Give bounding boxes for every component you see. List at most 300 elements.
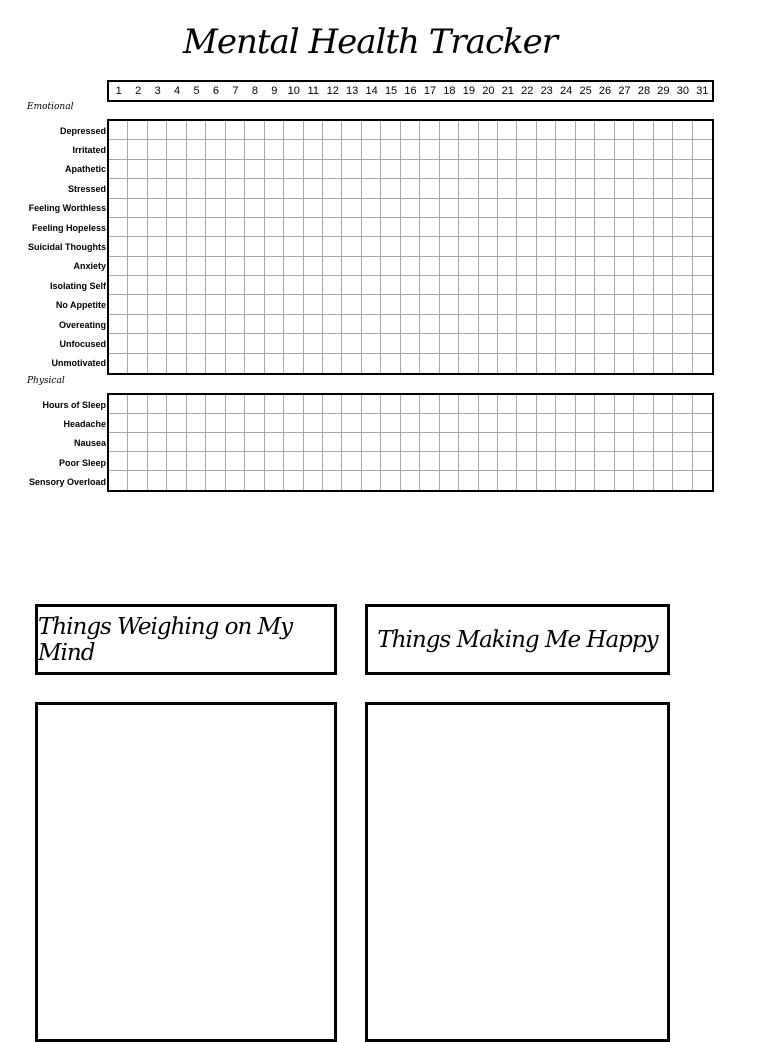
emotional-cell[interactable] — [498, 160, 517, 179]
emotional-cell[interactable] — [634, 199, 653, 218]
emotional-cell[interactable] — [187, 199, 206, 218]
emotional-cell[interactable] — [654, 218, 673, 237]
emotional-cell[interactable] — [128, 315, 147, 334]
emotional-cell[interactable] — [304, 257, 323, 276]
emotional-cell[interactable] — [381, 179, 400, 198]
emotional-cell[interactable] — [109, 315, 128, 334]
emotional-cell[interactable] — [148, 315, 167, 334]
physical-cell[interactable] — [537, 433, 556, 452]
emotional-cell[interactable] — [323, 334, 342, 353]
physical-cell[interactable] — [459, 471, 478, 490]
emotional-cell[interactable] — [128, 160, 147, 179]
physical-cell[interactable] — [479, 433, 498, 452]
physical-cell[interactable] — [595, 452, 614, 471]
emotional-cell[interactable] — [440, 199, 459, 218]
emotional-cell[interactable] — [284, 315, 303, 334]
physical-cell[interactable] — [420, 395, 439, 414]
physical-cell[interactable] — [440, 433, 459, 452]
physical-cell[interactable] — [654, 433, 673, 452]
emotional-cell[interactable] — [381, 140, 400, 159]
emotional-cell[interactable] — [206, 140, 225, 159]
emotional-cell[interactable] — [381, 160, 400, 179]
physical-cell[interactable] — [401, 395, 420, 414]
physical-cell[interactable] — [148, 452, 167, 471]
emotional-cell[interactable] — [673, 257, 692, 276]
emotional-cell[interactable] — [673, 295, 692, 314]
emotional-cell[interactable] — [265, 237, 284, 256]
emotional-cell[interactable] — [265, 276, 284, 295]
emotional-cell[interactable] — [693, 199, 712, 218]
emotional-cell[interactable] — [479, 121, 498, 140]
physical-cell[interactable] — [148, 414, 167, 433]
physical-cell[interactable] — [323, 471, 342, 490]
physical-cell[interactable] — [498, 414, 517, 433]
emotional-cell[interactable] — [498, 315, 517, 334]
emotional-cell[interactable] — [615, 199, 634, 218]
emotional-cell[interactable] — [362, 160, 381, 179]
emotional-cell[interactable] — [576, 354, 595, 373]
emotional-cell[interactable] — [654, 179, 673, 198]
physical-cell[interactable] — [420, 471, 439, 490]
physical-cell[interactable] — [576, 433, 595, 452]
emotional-cell[interactable] — [304, 218, 323, 237]
physical-cell[interactable] — [148, 395, 167, 414]
emotional-cell[interactable] — [673, 218, 692, 237]
emotional-cell[interactable] — [440, 160, 459, 179]
emotional-cell[interactable] — [342, 160, 361, 179]
physical-cell[interactable] — [226, 414, 245, 433]
emotional-cell[interactable] — [323, 140, 342, 159]
emotional-cell[interactable] — [187, 354, 206, 373]
emotional-cell[interactable] — [420, 121, 439, 140]
emotional-cell[interactable] — [148, 354, 167, 373]
emotional-cell[interactable] — [323, 199, 342, 218]
emotional-cell[interactable] — [420, 354, 439, 373]
emotional-cell[interactable] — [128, 121, 147, 140]
emotional-cell[interactable] — [556, 237, 575, 256]
emotional-cell[interactable] — [595, 140, 614, 159]
emotional-cell[interactable] — [420, 257, 439, 276]
emotional-cell[interactable] — [634, 160, 653, 179]
emotional-cell[interactable] — [304, 315, 323, 334]
emotional-cell[interactable] — [245, 140, 264, 159]
physical-cell[interactable] — [634, 395, 653, 414]
physical-cell[interactable] — [556, 471, 575, 490]
emotional-cell[interactable] — [517, 179, 536, 198]
emotional-cell[interactable] — [440, 218, 459, 237]
emotional-cell[interactable] — [556, 354, 575, 373]
emotional-cell[interactable] — [323, 295, 342, 314]
emotional-cell[interactable] — [556, 334, 575, 353]
emotional-cell[interactable] — [226, 315, 245, 334]
emotional-cell[interactable] — [381, 315, 400, 334]
physical-cell[interactable] — [498, 471, 517, 490]
emotional-cell[interactable] — [576, 121, 595, 140]
physical-cell[interactable] — [284, 395, 303, 414]
emotional-cell[interactable] — [615, 160, 634, 179]
physical-cell[interactable] — [401, 414, 420, 433]
emotional-cell[interactable] — [556, 218, 575, 237]
emotional-cell[interactable] — [148, 179, 167, 198]
emotional-cell[interactable] — [304, 295, 323, 314]
emotional-cell[interactable] — [615, 354, 634, 373]
emotional-cell[interactable] — [362, 179, 381, 198]
physical-cell[interactable] — [167, 433, 186, 452]
emotional-cell[interactable] — [206, 257, 225, 276]
emotional-cell[interactable] — [284, 199, 303, 218]
physical-cell[interactable] — [245, 452, 264, 471]
emotional-cell[interactable] — [595, 257, 614, 276]
emotional-cell[interactable] — [693, 121, 712, 140]
emotional-cell[interactable] — [537, 199, 556, 218]
physical-cell[interactable] — [556, 414, 575, 433]
emotional-cell[interactable] — [693, 257, 712, 276]
emotional-cell[interactable] — [128, 334, 147, 353]
emotional-cell[interactable] — [284, 179, 303, 198]
emotional-cell[interactable] — [693, 160, 712, 179]
emotional-cell[interactable] — [634, 354, 653, 373]
physical-cell[interactable] — [537, 414, 556, 433]
physical-cell[interactable] — [362, 471, 381, 490]
physical-cell[interactable] — [304, 452, 323, 471]
emotional-cell[interactable] — [615, 140, 634, 159]
physical-cell[interactable] — [304, 471, 323, 490]
emotional-cell[interactable] — [673, 199, 692, 218]
emotional-cell[interactable] — [226, 276, 245, 295]
emotional-cell[interactable] — [265, 295, 284, 314]
emotional-cell[interactable] — [342, 276, 361, 295]
emotional-cell[interactable] — [304, 179, 323, 198]
emotional-cell[interactable] — [109, 295, 128, 314]
physical-cell[interactable] — [206, 395, 225, 414]
physical-cell[interactable] — [615, 452, 634, 471]
emotional-cell[interactable] — [128, 179, 147, 198]
physical-cell[interactable] — [148, 471, 167, 490]
emotional-cell[interactable] — [576, 334, 595, 353]
emotional-cell[interactable] — [654, 237, 673, 256]
physical-cell[interactable] — [187, 414, 206, 433]
emotional-cell[interactable] — [342, 140, 361, 159]
emotional-cell[interactable] — [284, 218, 303, 237]
physical-cell[interactable] — [479, 471, 498, 490]
emotional-cell[interactable] — [206, 276, 225, 295]
emotional-cell[interactable] — [595, 315, 614, 334]
emotional-cell[interactable] — [109, 121, 128, 140]
physical-cell[interactable] — [615, 433, 634, 452]
physical-cell[interactable] — [517, 433, 536, 452]
emotional-cell[interactable] — [537, 160, 556, 179]
emotional-cell[interactable] — [556, 199, 575, 218]
physical-cell[interactable] — [673, 452, 692, 471]
physical-cell[interactable] — [479, 452, 498, 471]
emotional-cell[interactable] — [304, 160, 323, 179]
physical-cell[interactable] — [206, 433, 225, 452]
physical-cell[interactable] — [440, 471, 459, 490]
physical-cell[interactable] — [323, 452, 342, 471]
emotional-cell[interactable] — [304, 140, 323, 159]
physical-cell[interactable] — [304, 395, 323, 414]
emotional-cell[interactable] — [167, 237, 186, 256]
emotional-cell[interactable] — [323, 218, 342, 237]
emotional-cell[interactable] — [634, 334, 653, 353]
emotional-cell[interactable] — [167, 276, 186, 295]
emotional-cell[interactable] — [634, 218, 653, 237]
emotional-cell[interactable] — [673, 315, 692, 334]
physical-cell[interactable] — [693, 414, 712, 433]
physical-cell[interactable] — [226, 452, 245, 471]
emotional-cell[interactable] — [634, 276, 653, 295]
emotional-cell[interactable] — [245, 237, 264, 256]
emotional-cell[interactable] — [206, 237, 225, 256]
emotional-cell[interactable] — [187, 179, 206, 198]
emotional-cell[interactable] — [654, 295, 673, 314]
emotional-cell[interactable] — [634, 179, 653, 198]
emotional-cell[interactable] — [498, 121, 517, 140]
emotional-cell[interactable] — [595, 160, 614, 179]
emotional-cell[interactable] — [517, 121, 536, 140]
physical-cell[interactable] — [128, 471, 147, 490]
physical-tracker-grid[interactable] — [107, 393, 714, 492]
physical-cell[interactable] — [381, 433, 400, 452]
emotional-cell[interactable] — [420, 315, 439, 334]
physical-cell[interactable] — [109, 471, 128, 490]
physical-cell[interactable] — [245, 395, 264, 414]
emotional-cell[interactable] — [576, 237, 595, 256]
physical-cell[interactable] — [226, 471, 245, 490]
emotional-cell[interactable] — [673, 237, 692, 256]
emotional-cell[interactable] — [673, 140, 692, 159]
emotional-cell[interactable] — [109, 199, 128, 218]
physical-cell[interactable] — [342, 433, 361, 452]
emotional-cell[interactable] — [517, 276, 536, 295]
physical-cell[interactable] — [498, 395, 517, 414]
emotional-cell[interactable] — [576, 199, 595, 218]
physical-cell[interactable] — [206, 471, 225, 490]
physical-cell[interactable] — [342, 452, 361, 471]
emotional-cell[interactable] — [459, 276, 478, 295]
emotional-cell[interactable] — [167, 218, 186, 237]
emotional-cell[interactable] — [265, 354, 284, 373]
emotional-cell[interactable] — [537, 276, 556, 295]
emotional-cell[interactable] — [323, 315, 342, 334]
emotional-cell[interactable] — [362, 121, 381, 140]
emotional-cell[interactable] — [693, 334, 712, 353]
emotional-cell[interactable] — [245, 257, 264, 276]
physical-cell[interactable] — [673, 433, 692, 452]
emotional-cell[interactable] — [109, 257, 128, 276]
emotional-cell[interactable] — [556, 315, 575, 334]
emotional-cell[interactable] — [245, 354, 264, 373]
physical-cell[interactable] — [284, 414, 303, 433]
physical-cell[interactable] — [148, 433, 167, 452]
emotional-cell[interactable] — [226, 354, 245, 373]
emotional-cell[interactable] — [654, 354, 673, 373]
emotional-cell[interactable] — [128, 199, 147, 218]
emotional-cell[interactable] — [342, 295, 361, 314]
emotional-cell[interactable] — [128, 237, 147, 256]
emotional-cell[interactable] — [401, 276, 420, 295]
physical-cell[interactable] — [187, 452, 206, 471]
physical-cell[interactable] — [673, 471, 692, 490]
emotional-cell[interactable] — [654, 160, 673, 179]
physical-cell[interactable] — [109, 414, 128, 433]
emotional-cell[interactable] — [634, 121, 653, 140]
physical-cell[interactable] — [362, 414, 381, 433]
emotional-cell[interactable] — [673, 121, 692, 140]
emotional-cell[interactable] — [693, 276, 712, 295]
emotional-cell[interactable] — [537, 354, 556, 373]
emotional-cell[interactable] — [226, 334, 245, 353]
emotional-cell[interactable] — [634, 140, 653, 159]
physical-cell[interactable] — [245, 414, 264, 433]
emotional-cell[interactable] — [498, 179, 517, 198]
physical-cell[interactable] — [576, 471, 595, 490]
emotional-cell[interactable] — [401, 218, 420, 237]
emotional-cell[interactable] — [323, 179, 342, 198]
emotional-cell[interactable] — [595, 295, 614, 314]
emotional-cell[interactable] — [498, 199, 517, 218]
physical-cell[interactable] — [226, 433, 245, 452]
emotional-cell[interactable] — [206, 295, 225, 314]
physical-cell[interactable] — [128, 395, 147, 414]
emotional-cell[interactable] — [654, 199, 673, 218]
emotional-cell[interactable] — [265, 199, 284, 218]
emotional-cell[interactable] — [498, 140, 517, 159]
emotional-cell[interactable] — [323, 160, 342, 179]
emotional-cell[interactable] — [342, 218, 361, 237]
emotional-cell[interactable] — [323, 276, 342, 295]
emotional-cell[interactable] — [595, 218, 614, 237]
emotional-cell[interactable] — [284, 295, 303, 314]
emotional-cell[interactable] — [654, 121, 673, 140]
physical-cell[interactable] — [615, 414, 634, 433]
physical-cell[interactable] — [420, 433, 439, 452]
emotional-cell[interactable] — [440, 237, 459, 256]
emotional-cell[interactable] — [401, 237, 420, 256]
emotional-cell[interactable] — [537, 334, 556, 353]
physical-cell[interactable] — [109, 395, 128, 414]
emotional-cell[interactable] — [576, 160, 595, 179]
emotional-cell[interactable] — [420, 276, 439, 295]
emotional-cell[interactable] — [342, 237, 361, 256]
emotional-cell[interactable] — [615, 276, 634, 295]
emotional-cell[interactable] — [634, 257, 653, 276]
physical-cell[interactable] — [401, 452, 420, 471]
emotional-cell[interactable] — [595, 179, 614, 198]
emotional-cell[interactable] — [420, 199, 439, 218]
physical-cell[interactable] — [654, 414, 673, 433]
emotional-cell[interactable] — [109, 276, 128, 295]
emotional-cell[interactable] — [265, 179, 284, 198]
emotional-cell[interactable] — [615, 295, 634, 314]
emotional-cell[interactable] — [362, 295, 381, 314]
physical-cell[interactable] — [167, 452, 186, 471]
emotional-cell[interactable] — [109, 179, 128, 198]
emotional-cell[interactable] — [362, 140, 381, 159]
emotional-cell[interactable] — [342, 199, 361, 218]
emotional-cell[interactable] — [148, 237, 167, 256]
emotional-cell[interactable] — [459, 121, 478, 140]
emotional-cell[interactable] — [381, 237, 400, 256]
physical-cell[interactable] — [556, 433, 575, 452]
emotional-cell[interactable] — [576, 257, 595, 276]
physical-cell[interactable] — [459, 452, 478, 471]
physical-cell[interactable] — [440, 395, 459, 414]
physical-cell[interactable] — [693, 433, 712, 452]
physical-cell[interactable] — [284, 433, 303, 452]
emotional-cell[interactable] — [479, 199, 498, 218]
emotional-cell[interactable] — [128, 140, 147, 159]
emotional-cell[interactable] — [362, 276, 381, 295]
emotional-cell[interactable] — [226, 121, 245, 140]
emotional-cell[interactable] — [576, 315, 595, 334]
emotional-cell[interactable] — [226, 218, 245, 237]
emotional-cell[interactable] — [148, 160, 167, 179]
emotional-cell[interactable] — [517, 315, 536, 334]
emotional-cell[interactable] — [537, 315, 556, 334]
emotional-cell[interactable] — [401, 160, 420, 179]
emotional-cell[interactable] — [109, 140, 128, 159]
emotional-cell[interactable] — [323, 121, 342, 140]
weighing-on-mind-writing-box[interactable] — [35, 702, 337, 1042]
emotional-cell[interactable] — [362, 218, 381, 237]
emotional-cell[interactable] — [381, 295, 400, 314]
physical-cell[interactable] — [634, 471, 653, 490]
physical-cell[interactable] — [226, 395, 245, 414]
emotional-cell[interactable] — [556, 295, 575, 314]
physical-cell[interactable] — [576, 452, 595, 471]
emotional-cell[interactable] — [226, 199, 245, 218]
emotional-cell[interactable] — [479, 295, 498, 314]
emotional-cell[interactable] — [556, 179, 575, 198]
physical-cell[interactable] — [362, 433, 381, 452]
physical-cell[interactable] — [576, 414, 595, 433]
emotional-cell[interactable] — [673, 354, 692, 373]
emotional-cell[interactable] — [187, 257, 206, 276]
physical-cell[interactable] — [381, 471, 400, 490]
emotional-cell[interactable] — [187, 218, 206, 237]
emotional-cell[interactable] — [187, 276, 206, 295]
emotional-cell[interactable] — [265, 315, 284, 334]
emotional-cell[interactable] — [401, 121, 420, 140]
emotional-cell[interactable] — [304, 199, 323, 218]
emotional-cell[interactable] — [245, 334, 264, 353]
physical-cell[interactable] — [109, 452, 128, 471]
emotional-cell[interactable] — [420, 160, 439, 179]
emotional-cell[interactable] — [206, 334, 225, 353]
emotional-cell[interactable] — [342, 179, 361, 198]
physical-cell[interactable] — [206, 452, 225, 471]
emotional-cell[interactable] — [654, 257, 673, 276]
emotional-cell[interactable] — [187, 121, 206, 140]
emotional-cell[interactable] — [148, 295, 167, 314]
emotional-tracker-grid[interactable] — [107, 119, 714, 375]
emotional-cell[interactable] — [420, 237, 439, 256]
emotional-cell[interactable] — [498, 237, 517, 256]
emotional-cell[interactable] — [693, 237, 712, 256]
physical-cell[interactable] — [167, 414, 186, 433]
emotional-cell[interactable] — [595, 276, 614, 295]
physical-cell[interactable] — [362, 452, 381, 471]
physical-cell[interactable] — [693, 395, 712, 414]
emotional-cell[interactable] — [479, 257, 498, 276]
emotional-cell[interactable] — [595, 354, 614, 373]
emotional-cell[interactable] — [517, 295, 536, 314]
emotional-cell[interactable] — [517, 237, 536, 256]
physical-cell[interactable] — [615, 471, 634, 490]
emotional-cell[interactable] — [265, 334, 284, 353]
emotional-cell[interactable] — [265, 160, 284, 179]
